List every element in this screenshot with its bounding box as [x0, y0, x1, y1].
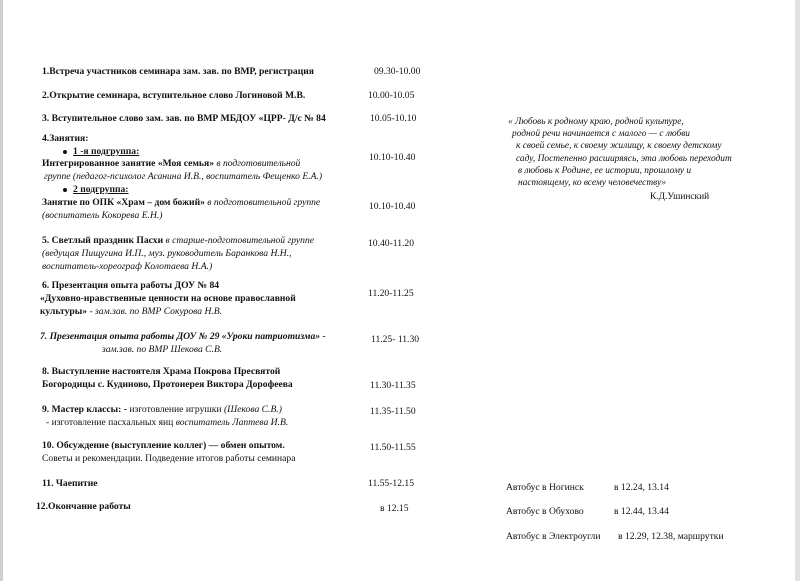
quote-block	[508, 116, 778, 189]
item-time: 10.05-10.10	[370, 113, 417, 124]
bus-times: в 12.24, 13.14	[614, 482, 669, 493]
item-title: 6. Презентация опыта работы ДОУ № 84	[42, 280, 220, 291]
subgroup-1-time: 10.10-10.40	[369, 152, 416, 163]
quote-author: К.Д.Ушинский	[650, 192, 710, 202]
item-activity-1: изготовление игрушки	[129, 404, 224, 415]
item-title-3: культуры»	[40, 306, 88, 317]
item-title: 10. Обсуждение (выступление коллег) — обмен опытом.	[42, 440, 285, 451]
subgroup-1-staff: группе (педагог-психолог Асанина И.В., воспитатель Фещенко Е.А.)	[44, 171, 323, 182]
item-text: 12.Окончание работы	[36, 501, 131, 512]
item-time: 11.55-12.15	[368, 478, 415, 489]
quote-line: « Любовь к родному краю, родной культуре,	[508, 117, 684, 127]
quote-line: саду, Постепенно расширяясь, эта любовь переходит	[516, 153, 732, 164]
item-title-2: Богородицы с. Кудиново, Протоиерея Виктора Дорофеева	[42, 379, 293, 390]
item-time: 11.25- 11.30	[371, 334, 420, 345]
subgroup-1-group: в подготовительной	[214, 158, 301, 169]
scan-edge-left	[0, 0, 3, 581]
quote-line: родной речи начинается с малого — с любви	[512, 129, 690, 140]
item-title: 5. Светлый праздник Пасхи	[42, 235, 164, 246]
item-title: 9. Мастер классы: -	[42, 404, 130, 415]
item-time: 10.00-10.05	[368, 90, 415, 101]
bus-route: Автобус в Обухово	[506, 506, 584, 517]
item-text: 1.Встреча участников семинара зам. зав. по ВМР, регистрация	[42, 66, 314, 77]
quote-line: к своей семье, к своему жилищу, к своему детскому	[516, 141, 722, 152]
item-title: 8. Выступление настоятеля Храма Покрова Пресвятой	[42, 366, 281, 377]
item-time: 11.20-11.25	[368, 288, 414, 299]
item-time: в 12.15	[380, 503, 409, 514]
item-activity-2: - изготовление пасхальных яиц	[46, 417, 176, 428]
item-title: 7. Презентация опыта работы ДОУ № 29 «Уроки патриотизма» -	[40, 331, 326, 342]
item-time: 09.30-10.00	[374, 66, 421, 77]
bus-entry	[506, 506, 669, 518]
item-group: в старше-подготовительной группе	[163, 235, 315, 246]
item-staff-2: воспитатель-хореограф Колотаева Н.А.)	[42, 261, 213, 272]
item-time: 11.30-11.35	[370, 380, 416, 391]
bus-times: в 12.44, 13.44	[614, 506, 669, 517]
item-presenter-1: (Шекова С.В.)	[223, 404, 282, 415]
item-time: 10.40-11.20	[368, 238, 415, 249]
bus-route: Автобус в Электроугли	[506, 531, 601, 542]
subgroup-1-title: Интегрированное занятие «Моя семья»	[42, 158, 214, 169]
quote-line: настоящему, ко всему человечеству»	[518, 178, 667, 189]
item-text: 3. Вступительное слово зам. зав. по ВМР МБДОУ «ЦРР- Д/с № 84	[42, 113, 326, 124]
item-presenter-2: воспитатель Лаптева И.В.	[175, 417, 289, 428]
item-time: 11.50-11.55	[370, 442, 416, 453]
item-heading: 4.Занятия:	[42, 133, 89, 144]
scan-edge-right	[795, 0, 800, 581]
item-title-2: «Духовно-нравственные ценности на основе православной	[40, 293, 296, 304]
subgroup-2-staff: (воспитатель Кокорева Е.Н.)	[42, 210, 163, 221]
subgroup-2-group: в подготовительной группе	[204, 197, 321, 208]
bullet-icon	[63, 188, 67, 192]
item-staff: (ведущая Пищугина И.П., муз. руководитель Баранкова Н.Н.,	[42, 248, 292, 259]
quote-line: в любовь к Родине, ее истории, прошлому и	[518, 165, 692, 176]
item-presenter: зам.зав. по ВМР Шекова С.В.	[102, 344, 223, 355]
bus-entry	[506, 531, 724, 543]
bus-times: в 12.29, 12.38, маршрутки	[618, 531, 724, 542]
bullet-icon	[63, 150, 67, 154]
subgroup-2-label: 2 подгруппа:	[73, 184, 129, 195]
bus-route: Автобус в Ногинск	[506, 482, 584, 493]
item-time: 11.35-11.50	[370, 406, 416, 417]
item-description: Советы и рекомендации. Подведение итогов работы семинара	[42, 453, 296, 464]
bus-entry	[506, 482, 669, 494]
subgroup-2-time: 10.10-10.40	[369, 201, 416, 212]
subgroup-1-label: 1 -я подгруппа:	[73, 146, 140, 157]
subgroup-2-title: Занятие по ОПК «Храм – дом божий»	[42, 197, 205, 208]
item-text: 11. Чаепитие	[42, 478, 98, 489]
item-text: 2.Открытие семинара, вступительное слово Логиновой М.В.	[42, 90, 306, 101]
item-presenter: - зам.зав. по ВМР Сокурова Н.В.	[87, 306, 223, 317]
